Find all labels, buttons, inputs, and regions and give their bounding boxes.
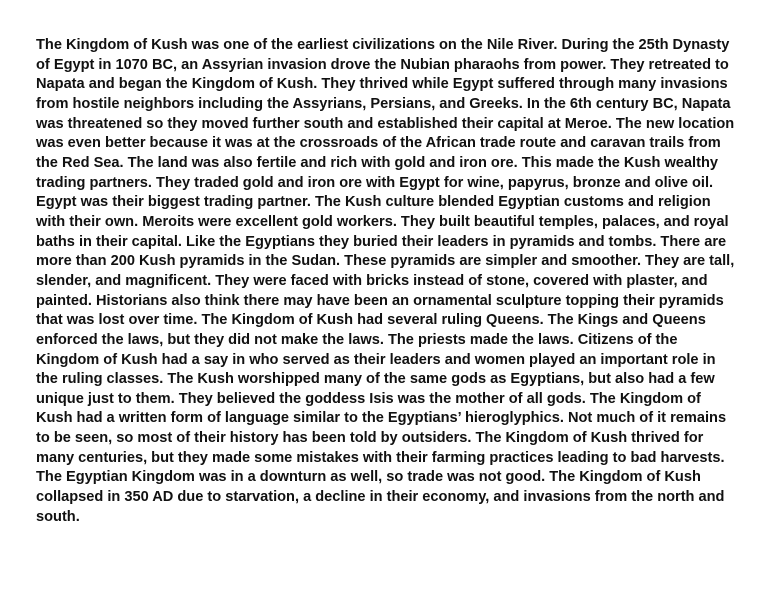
text-line: The Egyptian Kingdom was in a downturn as well, so trade was not good. The Kingdom of Kush (36, 469, 701, 486)
text-line: that was lost over time. The Kingdom of Kush had several ruling Queens. The Kings and Queens (36, 312, 706, 329)
text-line: with their own. Meroits were excellent gold workers. They built beautiful temples, palaces, and royal (36, 213, 729, 230)
text-line: Kush had a written form of language similar to the Egyptians’ hieroglyphics. Not much of it remains (36, 410, 727, 427)
text-line: the ruling classes. The Kush worshipped many of the same gods as Egyptians, but also had a few (36, 371, 715, 388)
text-line: baths in their capital. Like the Egyptians they buried their leaders in pyramids and tombs. There are (36, 233, 727, 250)
text-line: collapsed in 350 AD due to starvation, a decline in their economy, and invasions from the north and (36, 489, 725, 506)
text-line: many centuries, but they made some mistakes with their farming practices leading to bad harvests. (36, 449, 725, 466)
text-line: enforced the laws, but they did not make the laws. The priests made the laws. Citizens of the (36, 331, 678, 348)
text-line: The Kingdom of Kush was one of the earliest civilizations on the Nile River. During the 25th Dynasty (36, 37, 730, 53)
text-line: of Egypt in 1070 BC, an Assyrian invasion drove the Nubian pharaohs from power. They retreated to (36, 56, 729, 73)
text-line: painted. Historians also think there may have been an ornamental sculpture topping their pyramids (36, 292, 724, 309)
text-line: Egypt was their biggest trading partner. The Kush culture blended Egyptian customs and religion (36, 194, 711, 211)
text-line: Napata and began the Kingdom of Kush. They thrived while Egypt suffered through many invasions (36, 76, 728, 93)
text-line: to be seen, so most of their history has been told by outsiders. The Kingdom of Kush thrived for (36, 430, 704, 447)
text-line: from hostile neighbors including the Assyrians, Persians, and Greeks. In the 6th century BC, Napata (36, 95, 731, 112)
text-line: trading partners. They traded gold and iron ore with Egypt for wine, papyrus, bronze and olive oil. (36, 174, 714, 191)
text-line: the Red Sea. The land was also fertile and rich with gold and iron ore. This made the Kush wealthy (36, 154, 718, 171)
text-line: Kingdom of Kush had a say in who served as their leaders and women played an important role in (36, 351, 716, 368)
text-line: was even better because it was at the crossroads of the African trade route and caravan trails from (36, 135, 721, 152)
text-line: unique just to them. They believed the goddess Isis was the mother of all gods. The Kingdom of (36, 390, 701, 407)
text-line: more than 200 Kush pyramids in the Sudan. These pyramids are simpler and smoother. They are tall, (36, 253, 735, 270)
text-line: slender, and magnificent. They were faced with bricks instead of stone, covered with plaster, and (36, 272, 708, 289)
text-line: south. (36, 508, 80, 525)
document-paragraph (36, 36, 736, 527)
text-line: was threatened so they moved further south and established their capital at Meroe. The new location (36, 115, 735, 132)
